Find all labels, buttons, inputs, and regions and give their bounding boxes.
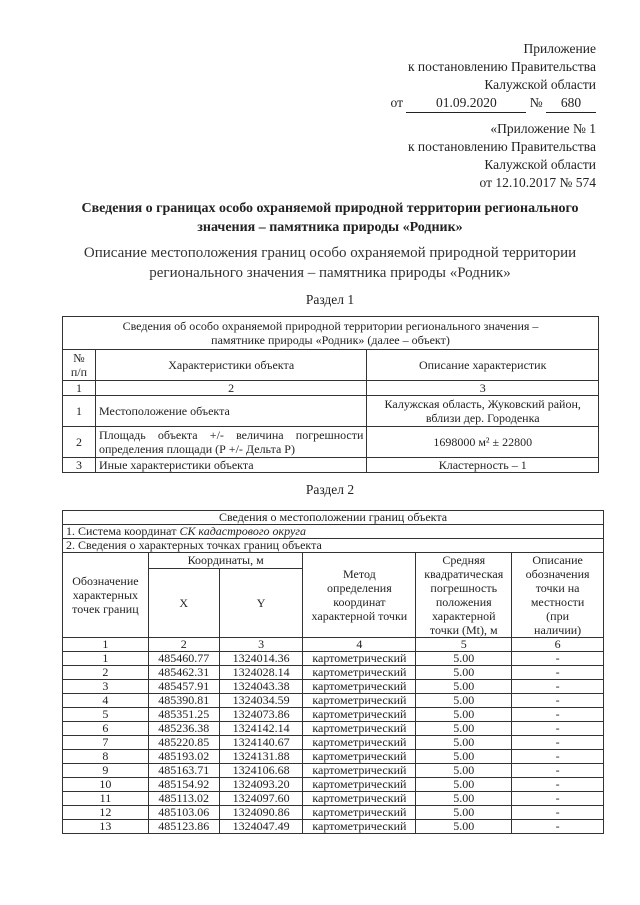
header-line: наличии) (534, 623, 582, 637)
col-x-header: X (148, 568, 219, 637)
table-row (63, 820, 604, 834)
point-number: 1 (63, 652, 149, 666)
method: картометрический (303, 694, 416, 708)
point-number: 6 (63, 722, 149, 736)
caption-line-2: памятнике природы «Родник» (далее – объект) (211, 333, 450, 347)
table-row (63, 778, 604, 792)
appendix-title: Приложение (523, 41, 596, 56)
row-desc: Кластерность – 1 (367, 458, 599, 473)
header-line: Метод (343, 567, 376, 581)
header-line: точек границ (72, 602, 139, 616)
point-desc: - (512, 806, 604, 820)
method: картометрический (303, 736, 416, 750)
table-row (63, 764, 604, 778)
method: картометрический (303, 750, 416, 764)
appendix-header (391, 40, 597, 113)
coord-rows (63, 652, 604, 834)
coord-x: 485163.71 (148, 764, 219, 778)
coord-x: 485460.77 (148, 652, 219, 666)
row-desc: 1698000 м² ± 22800 (367, 427, 599, 458)
method: картометрический (303, 652, 416, 666)
colnum-cell: 5 (416, 638, 512, 652)
table-row (63, 806, 604, 820)
coord-y: 1324142.14 (219, 722, 303, 736)
section1-table (62, 316, 599, 473)
error-mt: 5.00 (416, 806, 512, 820)
row-num: 2 (63, 427, 96, 458)
col-designation-header (63, 553, 149, 638)
row-num: 1 (63, 396, 96, 427)
point-desc: - (512, 680, 604, 694)
header-line: характерной точки (311, 609, 408, 623)
appendix-region: Калужской области (484, 77, 596, 92)
desc-line-2: вблизи дер. Городенка (425, 411, 540, 425)
row-char: Иные характеристики объекта (95, 458, 366, 473)
title-line-1: Сведения о границах особо охраняемой природной территории регионального (81, 201, 579, 216)
point-number: 5 (63, 708, 149, 722)
table-row (63, 736, 604, 750)
subtitle-line-2: регионального значения – памятника природы «Родник» (149, 265, 511, 281)
section2-colnum-row (63, 638, 604, 652)
title-line-2: значения – памятника природы «Родник» (197, 220, 463, 235)
row-char (95, 427, 366, 458)
appendix1-header (408, 120, 596, 192)
coord-y: 1324140.67 (219, 736, 303, 750)
coord-y: 1324093.20 (219, 778, 303, 792)
header-line: определения (327, 581, 392, 595)
coord-y: 1324014.36 (219, 652, 303, 666)
coord-system-prefix: 1. Система координат (66, 524, 180, 538)
point-number: 9 (63, 764, 149, 778)
error-mt: 5.00 (416, 778, 512, 792)
section2-caption-row (63, 511, 604, 525)
error-mt: 5.00 (416, 666, 512, 680)
caption-line-1: Сведения об особо охраняемой природной территории регионального значения – (122, 319, 539, 333)
coord-system-name: СК кадастрового округа (179, 524, 306, 538)
header-line: точки на (535, 581, 580, 595)
coord-x: 485220.85 (148, 736, 219, 750)
coord-y: 1324131.88 (219, 750, 303, 764)
points-label-row (63, 539, 604, 553)
table-row (63, 792, 604, 806)
error-mt: 5.00 (416, 722, 512, 736)
col-y-header: Y (219, 568, 303, 637)
section2-label: Раздел 2 (305, 482, 355, 497)
point-number: 10 (63, 778, 149, 792)
header-line: координат (333, 595, 386, 609)
point-number: 4 (63, 694, 149, 708)
point-number: 8 (63, 750, 149, 764)
point-desc: - (512, 764, 604, 778)
error-mt: 5.00 (416, 708, 512, 722)
table-row (63, 722, 604, 736)
col-method-header (303, 553, 416, 638)
point-desc: - (512, 652, 604, 666)
point-desc: - (512, 750, 604, 764)
header-line: обозначения (525, 567, 590, 581)
colnum-cell: 2 (148, 638, 219, 652)
error-mt: 5.00 (416, 736, 512, 750)
row-char: Местоположение объекта (95, 396, 366, 427)
point-desc: - (512, 722, 604, 736)
coord-x: 485154.92 (148, 778, 219, 792)
colnum-cell: 3 (219, 638, 303, 652)
coord-x: 485103.06 (148, 806, 219, 820)
coord-y: 1324090.86 (219, 806, 303, 820)
coord-x: 485123.86 (148, 820, 219, 834)
section1-caption (63, 317, 599, 350)
col-error-header (416, 553, 512, 638)
coord-x: 485457.91 (148, 680, 219, 694)
method: картометрический (303, 708, 416, 722)
col-desc-header: Описание характеристик (367, 350, 599, 381)
header-line: Средняя (442, 553, 486, 567)
table-row (63, 708, 604, 722)
coord-x: 485351.25 (148, 708, 219, 722)
method: картометрический (303, 792, 416, 806)
row-desc (367, 396, 599, 427)
error-mt: 5.00 (416, 792, 512, 806)
col-num-line-1: № (73, 351, 85, 365)
table-row (63, 694, 604, 708)
coord-x: 485193.02 (148, 750, 219, 764)
coord-y: 1324073.86 (219, 708, 303, 722)
appendix1-region: Калужской области (484, 157, 596, 172)
header-line: положения (435, 595, 492, 609)
error-mt: 5.00 (416, 820, 512, 834)
coord-x: 485236.38 (148, 722, 219, 736)
points-label: 2. Сведения о характерных точках границ объекта (63, 539, 604, 553)
table-row (63, 396, 599, 427)
document-title (60, 199, 600, 237)
coord-y: 1324034.59 (219, 694, 303, 708)
table-row (63, 666, 604, 680)
point-number: 3 (63, 680, 149, 694)
coord-x: 485462.31 (148, 666, 219, 680)
error-mt: 5.00 (416, 764, 512, 778)
col-description-header (512, 553, 604, 638)
header-line: квадратическая (424, 567, 504, 581)
point-desc: - (512, 694, 604, 708)
coord-x: 485390.81 (148, 694, 219, 708)
col-coords-header: Координаты, м (148, 553, 303, 569)
method: картометрический (303, 820, 416, 834)
section2-header-row-1 (63, 553, 604, 569)
point-desc: - (512, 736, 604, 750)
colnum-cell: 3 (367, 381, 599, 396)
desc-line-1: Калужская область, Жуковский район, (384, 397, 581, 411)
col-char-header: Характеристики объекта (95, 350, 366, 381)
error-mt: 5.00 (416, 652, 512, 666)
point-desc: - (512, 778, 604, 792)
coord-system (63, 525, 604, 539)
appendix-date-line (391, 94, 597, 113)
colnum-cell: 1 (63, 381, 96, 396)
method: картометрический (303, 778, 416, 792)
date-value: 01.09.2020 (406, 94, 526, 113)
method: картометрический (303, 806, 416, 820)
section1-label: Раздел 1 (305, 292, 355, 307)
point-number: 13 (63, 820, 149, 834)
error-mt: 5.00 (416, 694, 512, 708)
section2-table (62, 510, 604, 834)
point-number: 2 (63, 666, 149, 680)
coord-y: 1324028.14 (219, 666, 303, 680)
document-subtitle (60, 243, 600, 283)
row-num: 3 (63, 458, 96, 473)
table-row (63, 458, 599, 473)
colnum-cell: 1 (63, 638, 149, 652)
header-line: (при (546, 609, 570, 623)
point-desc: - (512, 708, 604, 722)
coord-y: 1324043.38 (219, 680, 303, 694)
subtitle-line-1: Описание местоположения границ особо охраняемой природной территории (83, 245, 577, 261)
point-desc: - (512, 792, 604, 806)
method: картометрический (303, 666, 416, 680)
method: картометрический (303, 764, 416, 778)
coord-y: 1324097.60 (219, 792, 303, 806)
header-line: местности (530, 595, 585, 609)
header-line: точки (Mt), м (429, 623, 498, 637)
number-prefix: № (529, 95, 543, 110)
header-line: характерных (72, 588, 139, 602)
coord-system-row (63, 525, 604, 539)
error-mt: 5.00 (416, 680, 512, 694)
coord-y: 1324106.68 (219, 764, 303, 778)
section1-header-row (63, 350, 599, 381)
method: картометрический (303, 722, 416, 736)
point-desc: - (512, 666, 604, 680)
point-desc: - (512, 820, 604, 834)
table-row (63, 652, 604, 666)
coord-x: 485113.02 (148, 792, 219, 806)
char-line-1: Площадь объекта +/- величина погрешности (98, 428, 364, 442)
header-line: Обозначение (72, 574, 139, 588)
appendix1-date: от 12.10.2017 № 574 (479, 175, 596, 190)
section1-caption-row (63, 317, 599, 350)
point-number: 11 (63, 792, 149, 806)
point-number: 12 (63, 806, 149, 820)
section2-caption: Сведения о местоположении границ объекта (63, 511, 604, 525)
char-line-2: определения площади (Р +/- Дельта Р) (98, 442, 295, 456)
col-num-header (63, 350, 96, 381)
coord-y: 1324047.49 (219, 820, 303, 834)
colnum-cell: 4 (303, 638, 416, 652)
method: картометрический (303, 680, 416, 694)
colnum-cell: 6 (512, 638, 604, 652)
header-line: Описание (532, 553, 583, 567)
header-line: характерной (431, 609, 496, 623)
appendix1-resolution: к постановлению Правительства (407, 139, 596, 154)
appendix1-title: «Приложение № 1 (490, 121, 596, 136)
number-value: 680 (546, 94, 596, 113)
table-row (63, 427, 599, 458)
section1-colnum-row (63, 381, 599, 396)
col-num-line-2: п/п (70, 365, 88, 379)
table-row (63, 750, 604, 764)
colnum-cell: 2 (95, 381, 366, 396)
date-prefix: от (390, 95, 403, 110)
point-number: 7 (63, 736, 149, 750)
error-mt: 5.00 (416, 750, 512, 764)
header-line: погрешность (430, 581, 498, 595)
table-row (63, 680, 604, 694)
appendix-resolution: к постановлению Правительства (407, 59, 596, 74)
